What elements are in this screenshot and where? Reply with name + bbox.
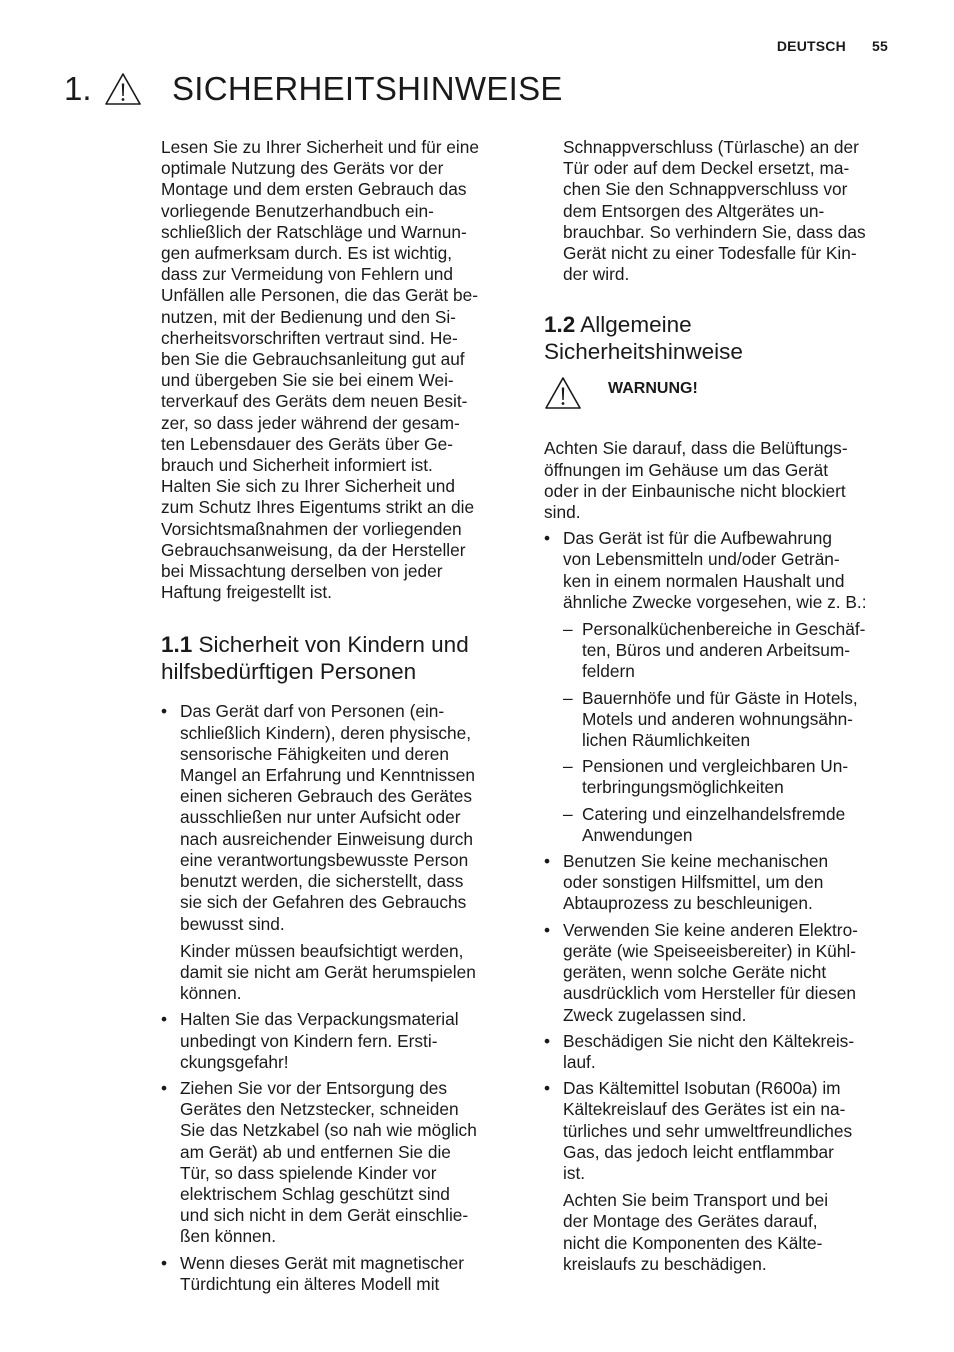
list-item-note: Achten Sie beim Transport und bei der Montage des Gerätes darauf, nicht die Komponenten des Kälte- kreislaufs zu beschädigen.	[563, 1190, 829, 1274]
list-item-text: • Verwenden Sie keine anderen Elektro- geräte (wie Speiseeisbereiter) in Kühl- geräten, wenn solche Geräte nicht ausdrücklich vom Hersteller für diesen Zweck zugelassen sind.	[563, 919, 858, 1025]
list-item	[161, 701, 517, 1004]
section-1-1-title: Sicherheit von Kindern und hilfsbedürftigen Personen	[161, 632, 469, 685]
sub-list-item: – Personalküchenbereiche in Geschäf- ten, Büros und anderen Arbeitsum- feldern	[563, 619, 900, 683]
section-1-1-list	[161, 701, 517, 1294]
list-item-text: • Das Gerät ist für die Aufbewahrung von Lebensmitteln und/oder Geträn- ken in einem normalen Haushalt und ähnliche Zwecke vorgesehen, wie z. B.:	[563, 528, 867, 612]
continuation-paragraph: Schnappverschluss (Türlasche) an der Tür oder auf dem Deckel ersetzt, ma- chen Sie den Schnappverschluss vor dem Entsorgen des Altgerätes un- brauchbar. So verhindern Sie, dass das Gerät nicht zu einer Todesfalle für Kin- der wird.	[563, 137, 866, 285]
section-1-2-title: Allgemeine Sicherheitshinweise	[544, 312, 743, 365]
warning-triangle-icon	[544, 376, 582, 410]
list-item-text: • Wenn dieses Gerät mit magnetischer Türdichtung ein älteres Modell mit	[180, 1252, 464, 1294]
page-number: 55	[872, 38, 888, 54]
section-1-2-number: 1.2	[544, 312, 576, 338]
list-item	[161, 1253, 517, 1295]
chapter-number: 1.	[64, 70, 92, 107]
list-item-text: • Ziehen Sie vor der Entsorgung des Gerätes den Netzstecker, schneiden Sie das Netzkabel (so nah wie möglich am Gerät) ab und entfernen Sie die Tür, so dass spielende Kinder vor elektrischem Schlag geschützt sind und sich nicht in dem Gerät einschlie- ßen können.	[180, 1077, 477, 1247]
right-column	[544, 137, 900, 1280]
sub-list-item: – Catering und einzelhandelsfremde Anwendungen	[563, 804, 900, 846]
sub-list-item: – Pensionen und vergleichbaren Un- terbringungsmöglichkeiten	[563, 756, 900, 798]
list-item	[161, 1009, 517, 1073]
list-item	[544, 1078, 900, 1275]
list-item-text: • Das Kältemittel Isobutan (R600a) im Kältekreislauf des Gerätes ist ein na- türliches und sehr umweltfreundliches Gas, das jedoch leicht entflammbar ist.	[563, 1078, 853, 1183]
header-language: DEUTSCH	[776, 38, 846, 54]
list-item-text: • Benutzen Sie keine mechanischen oder sonstigen Hilfsmittel, um den Abtauprozess zu beschleunigen.	[563, 851, 829, 914]
section-1-2-heading	[544, 311, 900, 365]
list-item	[544, 1031, 900, 1073]
chapter-title	[64, 66, 563, 112]
running-header	[777, 38, 888, 54]
warning-label: WARNUNG!	[608, 380, 698, 398]
section-1-1-heading	[161, 631, 517, 685]
section-1-2-list	[544, 528, 900, 1275]
list-item	[544, 528, 900, 846]
list-item	[544, 851, 900, 915]
list-item	[544, 920, 900, 1026]
list-item	[161, 1078, 517, 1248]
chapter-heading: SICHERHEITSHINWEISE	[172, 70, 563, 107]
list-item-note: Kinder müssen beaufsichtigt werden, damit sie nicht am Gerät herumspielen können.	[180, 940, 476, 1004]
list-item-text: • Beschädigen Sie nicht den Kältekreis- lauf.	[563, 1030, 855, 1072]
list-item-text: • Halten Sie das Verpackungsmaterial unbedingt von Kindern fern. Ersti- ckungsgefahr!	[180, 1009, 459, 1072]
intro-paragraph: Lesen Sie zu Ihrer Sicherheit und für eine optimale Nutzung des Geräts vor der Montage und dem ersten Gebrauch das vorliegende Benutzerhandbuch ein- schließlich der Ratschläge und Warnun- gen aufmerksam durch. Es ist wichtig, dass zur Vermeidung von Fehlern und Unfällen alle Personen, die das Gerät be- nutzen, mit der Bedienung und den Si- cherheitsvorschriften vertraut sind. He- ben Sie die Gebrauchsanleitung gut auf und übergeben Sie sie bei einem Wei- terverkauf des Geräts dem neuen Besit- zer, so dass jeder während der gesam- ten Lebensdauer des Geräts über Ge- brauch und Sicherheit informiert ist. Halten Sie sich zu Ihrer Sicherheit und zum Schutz Ihres Eigentums strikt an die Vorsichtsmaßnahmen der vorliegenden Gebrauchsanweisung, da der Hersteller bei Missachtung derselben von jeder Haftung freigestellt ist.	[161, 137, 479, 603]
warning-box	[544, 376, 900, 438]
sub-list-item: – Bauernhöfe und für Gäste in Hotels, Motels und anderen wohnungsähn- lichen Räumlichkeiten	[563, 688, 900, 752]
list-item-text: • Das Gerät darf von Personen (ein- schließlich Kindern), deren physische, sensorische Fähigkeiten und deren Mangel an Erfahrung und Kenntnissen einen sicheren Gebrauch des Gerätes ausschließen nur unter Aufsicht oder nach ausreichender Einweisung durch eine verantwortungsbewusste Person benutzt werden, die sicherstellt, dass sie sich der Gefahren des Gebrauchs bewusst sind.	[180, 701, 475, 934]
left-column	[161, 137, 517, 1300]
section-1-1-number: 1.1	[161, 632, 193, 658]
sub-list	[563, 619, 900, 846]
section-1-2-intro: Achten Sie darauf, dass die Belüftungs- öffnungen im Gehäuse um das Gerät oder in der Einbaunische nicht blockiert sind.	[544, 438, 848, 523]
warning-triangle-icon	[104, 72, 142, 106]
